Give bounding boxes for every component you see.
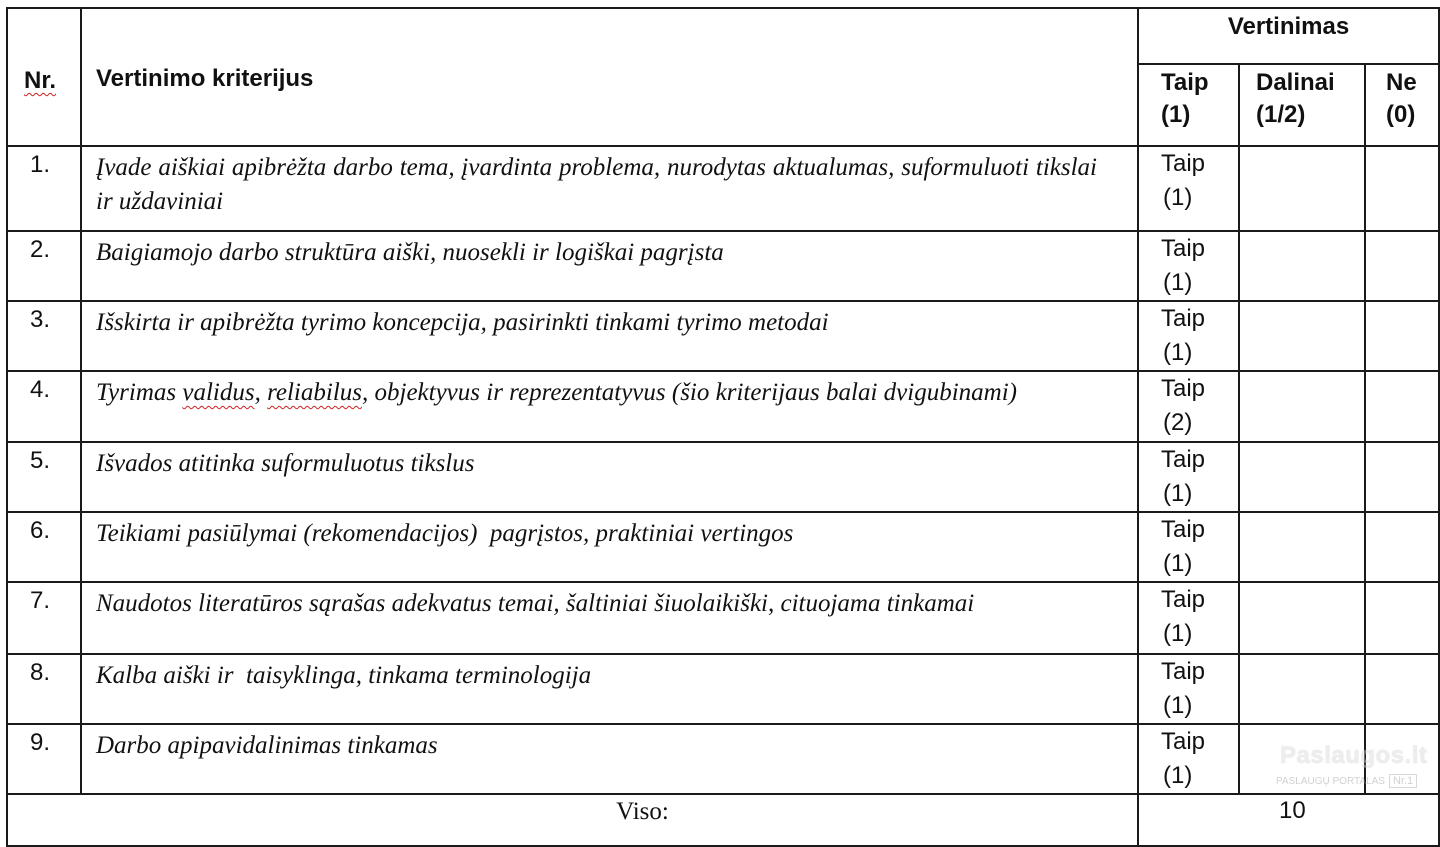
row-number: 9.	[7, 724, 81, 794]
yes-label: Taip	[1161, 375, 1206, 402]
header-nr-cell	[7, 8, 81, 146]
row-number: 3.	[7, 301, 81, 371]
yes-value: (1)	[1163, 480, 1193, 507]
total-value: 10	[1138, 794, 1439, 846]
total-label: Viso:	[7, 794, 1138, 846]
partial-score-cell	[1239, 146, 1365, 231]
no-score-cell	[1365, 654, 1439, 724]
row-number: 1.	[7, 146, 81, 231]
yes-value: (1)	[1163, 620, 1193, 647]
criterion-part: ,	[254, 379, 268, 406]
partial-score-cell	[1239, 442, 1365, 512]
watermark-tagline-text: PASLAUGŲ PORTALAS	[1276, 776, 1385, 787]
row-number: 5.	[7, 442, 81, 512]
table-row	[7, 724, 1439, 794]
no-score-cell	[1365, 512, 1439, 582]
table-row	[7, 582, 1439, 654]
yes-value: (1)	[1163, 339, 1193, 366]
yes-score-cell	[1138, 654, 1239, 724]
no-score-cell	[1365, 724, 1439, 794]
partial-score-cell	[1239, 301, 1365, 371]
header-nr: Nr.	[24, 67, 57, 94]
table-row	[7, 371, 1439, 442]
yes-label: Taip	[1161, 516, 1206, 543]
yes-value: (1)	[1163, 550, 1193, 577]
header-yes-label: Taip	[1161, 69, 1209, 96]
row-number: 2.	[7, 231, 81, 301]
header-yes	[1138, 64, 1239, 146]
row-number: 8.	[7, 654, 81, 724]
criterion-text: Darbo apipavidalinimas tinkamas	[81, 724, 1138, 794]
row-number: 6.	[7, 512, 81, 582]
criterion-text	[81, 371, 1138, 442]
table-row	[7, 512, 1439, 582]
partial-score-cell	[1239, 231, 1365, 301]
yes-label: Taip	[1161, 305, 1206, 332]
no-score-cell	[1365, 146, 1439, 231]
yes-label: Taip	[1161, 728, 1206, 755]
watermark-logo: Paslaugos.lt	[1280, 742, 1428, 769]
table-row	[7, 442, 1439, 512]
no-score-cell	[1365, 301, 1439, 371]
no-score-cell	[1365, 442, 1439, 512]
evaluation-table	[6, 7, 1440, 847]
criterion-text: Išvados atitinka suformuluotus tikslus	[81, 442, 1138, 512]
row-number: 7.	[7, 582, 81, 654]
criterion-text: Naudotos literatūros sąrašas adekvatus temai, šaltiniai šiuolaikiški, cituojama tinkamai	[81, 582, 1138, 654]
yes-label: Taip	[1161, 586, 1206, 613]
header-no-value: (0)	[1386, 101, 1416, 128]
header-evaluation: Vertinimas	[1138, 8, 1439, 64]
yes-score-cell	[1138, 371, 1239, 442]
header-partial	[1239, 64, 1365, 146]
yes-score-cell	[1138, 231, 1239, 301]
partial-score-cell	[1239, 512, 1365, 582]
table-row	[7, 146, 1439, 231]
row-number: 4.	[7, 371, 81, 442]
yes-value: (1)	[1163, 762, 1193, 789]
criterion-text: Kalba aiški ir taisyklinga, tinkama terminologija	[81, 654, 1138, 724]
table-row	[7, 654, 1439, 724]
criterion-text: Įvade aiškiai apibrėžta darbo tema, įvardinta problema, nurodytas aktualumas, suformuluoti tikslai ir uždaviniai	[81, 146, 1138, 231]
yes-score-cell	[1138, 146, 1239, 231]
yes-score-cell	[1138, 512, 1239, 582]
partial-score-cell	[1239, 582, 1365, 654]
yes-score-cell	[1138, 582, 1239, 654]
criterion-text: Išskirta ir apibrėžta tyrimo koncepcija, pasirinkti tinkami tyrimo metodai	[81, 301, 1138, 371]
criterion-part-flagged: reliabilus	[267, 379, 362, 406]
criterion-text: Baigiamojo darbo struktūra aiški, nuosekli ir logiškai pagrįsta	[81, 231, 1138, 301]
header-partial-value: (1/2)	[1256, 101, 1306, 128]
no-score-cell	[1365, 371, 1439, 442]
yes-label: Taip	[1161, 235, 1206, 262]
yes-label: Taip	[1161, 150, 1206, 177]
yes-value: (1)	[1163, 269, 1193, 296]
watermark-badge: Nr.1	[1389, 774, 1417, 788]
yes-value: (1)	[1163, 184, 1193, 211]
no-score-cell	[1365, 231, 1439, 301]
header-no-label: Ne	[1386, 69, 1417, 96]
header-yes-value: (1)	[1161, 101, 1191, 128]
header-criterion: Vertinimo kriterijus	[81, 8, 1138, 146]
criterion-part: , objektyvus ir reprezentatyvus (šio kriterijaus balai dvigubinami)	[362, 379, 1017, 406]
yes-value: (1)	[1163, 692, 1193, 719]
yes-score-cell	[1138, 442, 1239, 512]
criterion-part-flagged: validus	[182, 379, 255, 406]
header-partial-label: Dalinai	[1256, 69, 1335, 96]
criterion-part: Tyrimas	[96, 379, 183, 406]
yes-label: Taip	[1161, 658, 1206, 685]
total-row	[7, 794, 1439, 846]
criterion-text: Teikiami pasiūlymai (rekomendacijos) pagrįstos, praktiniai vertingos	[81, 512, 1138, 582]
yes-label: Taip	[1161, 446, 1206, 473]
table-row	[7, 231, 1439, 301]
partial-score-cell	[1239, 654, 1365, 724]
header-no	[1365, 64, 1439, 146]
partial-score-cell	[1239, 724, 1365, 794]
table-row	[7, 301, 1439, 371]
yes-score-cell	[1138, 724, 1239, 794]
no-score-cell	[1365, 582, 1439, 654]
partial-score-cell	[1239, 371, 1365, 442]
yes-value: (2)	[1163, 409, 1193, 436]
header-row-top	[7, 8, 1439, 64]
yes-score-cell	[1138, 301, 1239, 371]
